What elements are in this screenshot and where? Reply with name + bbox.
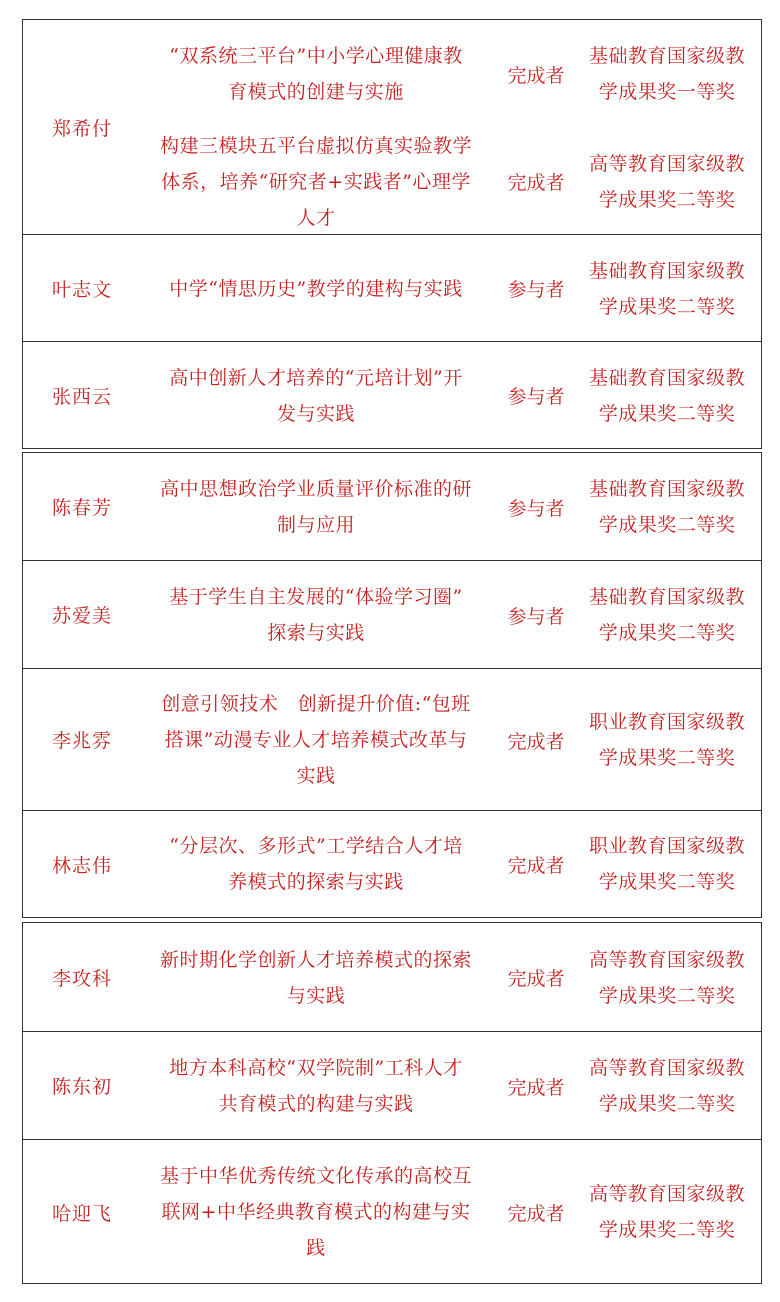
table-row [23,1140,761,1284]
project-title-line: 中学“情思历史”教学的建构与实践 [169,277,463,300]
award-name-line: 高等教育国家级教 [588,948,745,971]
person-name: 叶志文 [51,278,112,301]
award-name [581,38,761,110]
award-name [581,942,761,1014]
project-title-line: 共育模式的构建与实践 [218,1093,414,1115]
project-title [141,271,491,307]
award-name-line: 基础教育国家级教 [588,45,745,67]
project-title [141,128,491,236]
table-block-2 [22,452,762,918]
role-label: 参与者 [507,497,565,520]
award-name-line: 学成果奖二等奖 [598,1093,736,1115]
award-name-line: 学成果奖二等奖 [598,984,736,1007]
project-title-line: 体系，培养“研究者+实践者”心理学 [161,170,471,193]
role-label: 完成者 [507,854,565,877]
person-name: 李攻科 [51,967,112,990]
project-title-line: “双系统三平台”中小学心理健康教 [169,45,463,67]
project-title [141,828,491,900]
award-name [581,146,761,218]
project-title [141,471,491,543]
award-name [581,1050,761,1122]
person-name: 哈迎飞 [51,1202,112,1225]
project-title [141,579,491,651]
award-name-line: 基础教育国家级教 [588,259,745,282]
person-name: 郑希付 [51,117,112,140]
award-name [581,253,761,325]
award-name [581,828,761,900]
person-name: 陈春芳 [51,497,112,519]
award-name [581,471,761,543]
award-name-line: 基础教育国家级教 [588,366,745,389]
project-title-line: 基于学生自主发展的“体验学习圈” [169,586,463,608]
project-title-line: 新时期化学创新人才培养模式的探索 [159,948,472,971]
person-name: 陈东初 [51,1076,112,1098]
table-row [23,342,761,449]
table-row [23,453,761,561]
project-title-line: 与实践 [286,984,346,1007]
award-name-line: 职业教育国家级教 [588,711,745,733]
award-name-line: 基础教育国家级教 [588,478,745,500]
role-label: 完成者 [507,1076,565,1099]
award-name [581,360,761,432]
project-title [141,38,491,110]
role-label: 完成者 [507,730,565,753]
project-title [141,360,491,432]
table-row [23,811,761,917]
table-row [23,561,761,669]
award-name-line: 基础教育国家级教 [588,586,745,608]
award-name [581,1176,761,1248]
person-name: 李兆雰 [51,730,112,752]
award-entry [141,923,761,1032]
project-title-line: 地方本科高校“双学院制”工科人才 [169,1057,463,1079]
project-title-line: 联网+中华经典教育模式的构建与实 [161,1201,471,1223]
project-title-line: 构建三模块五平台虚拟仿真实验教学 [159,134,472,157]
award-entry [141,342,761,449]
award-entry [141,20,761,128]
award-name-line: 高等教育国家级教 [588,1057,745,1079]
role-label: 完成者 [507,968,565,990]
award-name-line: 学成果奖二等奖 [598,188,736,211]
project-title-line: 创意引领技术 创新提升价值:“包班 [161,693,471,715]
role-label: 完成者 [507,172,565,194]
project-title-line: 人才 [296,206,336,229]
award-entry [141,561,761,669]
award-name-line: 职业教育国家级教 [588,835,745,857]
table-row [23,235,761,342]
award-entry [141,453,761,561]
table-row [23,1032,761,1140]
person-name: 苏爱美 [51,605,112,627]
award-name-line: 高等教育国家级教 [588,1183,745,1205]
role-label: 参与者 [507,386,565,408]
award-name-line: 学成果奖二等奖 [598,1219,736,1241]
project-title-line: 高中思想政治学业质量评价标准的研 [159,478,472,500]
award-name-line: 学成果奖一等奖 [598,81,736,103]
award-name-line: 学成果奖二等奖 [598,295,736,318]
role-label: 参与者 [507,605,565,628]
table-block-1 [22,19,762,449]
project-title-line: 搭课”动漫专业人才培养模式改革与 [164,729,468,751]
award-entry [141,235,761,342]
award-name-line: 学成果奖二等奖 [598,402,736,425]
award-name-line: 学成果奖二等奖 [598,622,736,644]
project-title-line: “分层次、多形式”工学结合人才培 [169,835,463,857]
project-title [141,1050,491,1122]
award-name [581,579,761,651]
award-name-line: 学成果奖二等奖 [598,747,736,769]
project-title-line: 高中创新人才培养的“元培计划”开 [169,366,463,389]
project-title-line: 践 [306,1237,326,1259]
award-entry [141,1032,761,1140]
person-name: 林志伟 [51,854,112,877]
table-row [23,923,761,1032]
award-name [581,704,761,776]
award-entry [141,811,761,917]
project-title-line: 基于中华优秀传统文化传承的高校互 [159,1165,472,1187]
project-title-line: 制与应用 [276,514,355,536]
role-label: 完成者 [507,1202,565,1225]
project-title-line: 发与实践 [276,402,355,425]
project-title [141,686,491,794]
award-entry [141,128,761,235]
project-title-line: 育模式的创建与实施 [228,81,404,103]
table-block-3 [22,922,762,1284]
award-name-line: 学成果奖二等奖 [598,514,736,536]
award-name-line: 学成果奖二等奖 [598,871,736,893]
project-title-line: 养模式的探索与实践 [228,871,404,893]
award-entry [141,669,761,811]
person-name: 张西云 [51,386,112,408]
project-title [141,942,491,1014]
table-row [23,669,761,811]
award-entry [141,1140,761,1284]
project-title [141,1158,491,1266]
role-label: 完成者 [507,64,565,87]
role-label: 参与者 [507,279,565,301]
project-title-line: 探索与实践 [267,622,365,644]
project-title-line: 实践 [296,765,336,787]
award-name-line: 高等教育国家级教 [588,152,745,175]
table-row [23,20,761,235]
